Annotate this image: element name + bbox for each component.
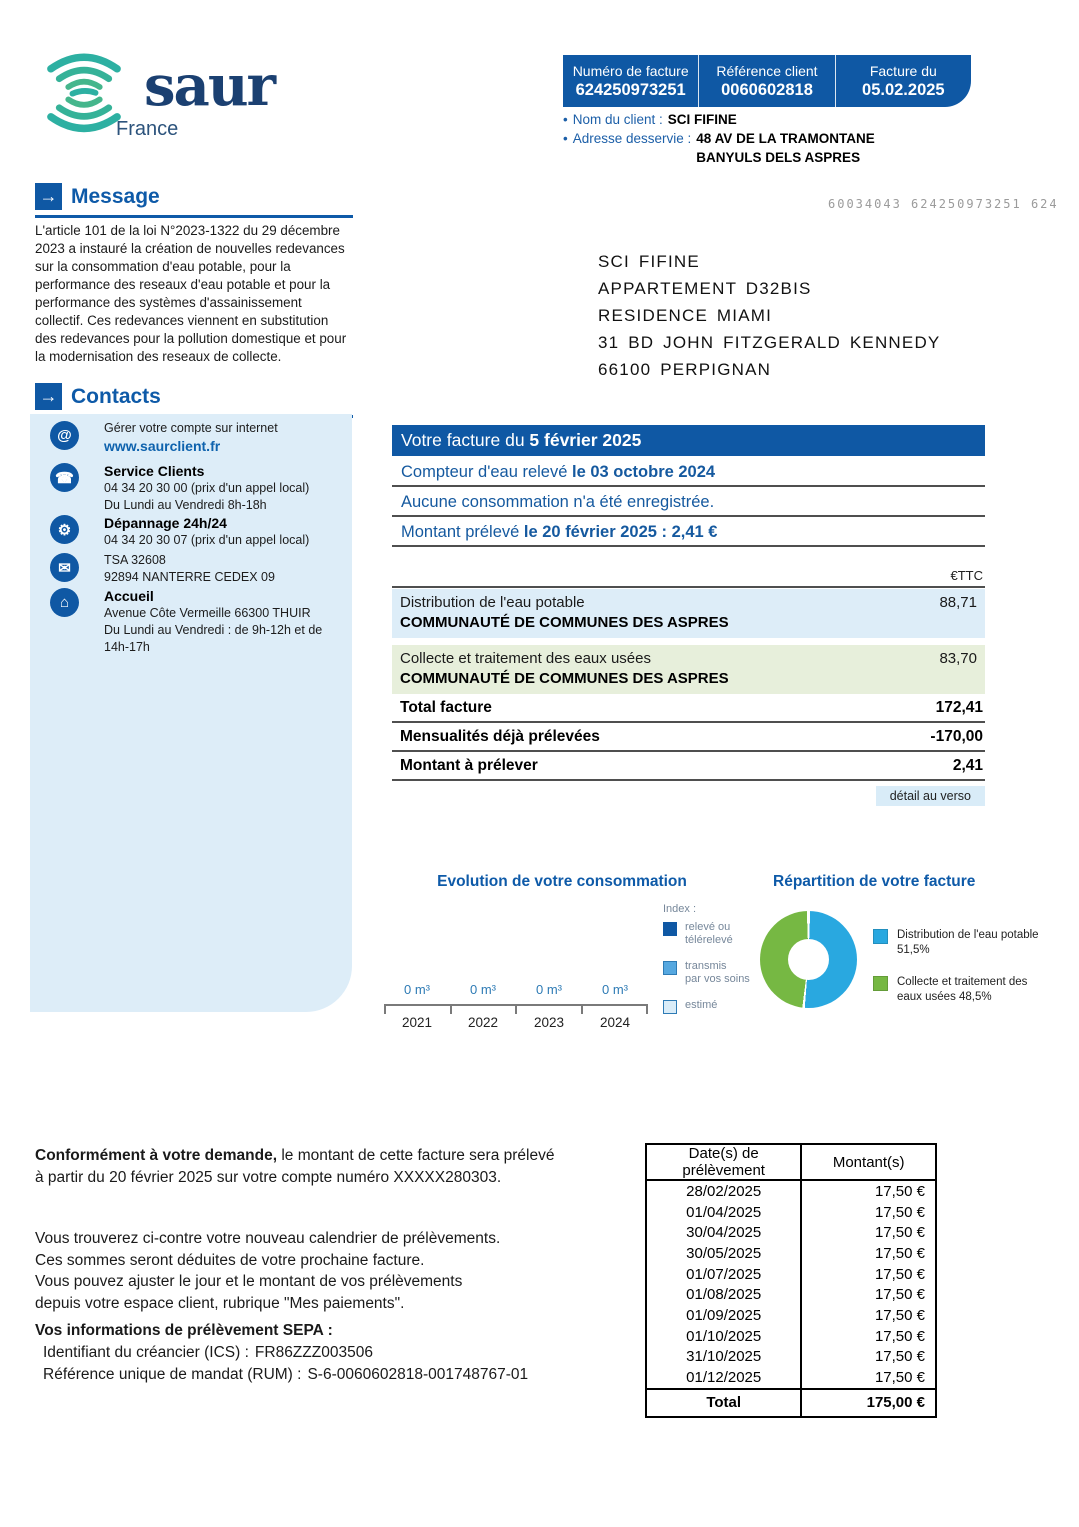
schedule-amount: 17,50 € [874, 1244, 925, 1262]
schedule-total-row [646, 1389, 936, 1417]
postal-address-line: APPARTEMENT D32BIS [598, 279, 812, 298]
contact-depannage-phone: 04 34 20 30 07 (prix d'un appel local) [104, 533, 310, 547]
schedule-total-label: Total [646, 1389, 801, 1417]
envelope-icon: ✉ [50, 553, 79, 582]
schedule-date: 30/04/2025 [646, 1222, 801, 1243]
invoice-title-prefix: Votre facture du [401, 430, 530, 450]
consumption-note: Aucune consommation n'a été enregistrée. [401, 493, 715, 511]
debit-text: Montant prélevé [401, 523, 524, 541]
client-lines [563, 110, 875, 167]
legend-label-line: transmis [685, 960, 727, 972]
table-row [646, 1347, 936, 1368]
monthly-paid-amount: -170,00 [930, 728, 983, 745]
mailing-reference-code: 60034043 624250973251 624 [828, 197, 1059, 211]
table-row [646, 1202, 936, 1223]
legend-label-line: par vos soins [685, 973, 750, 985]
payment-paragraph-2 [35, 1228, 500, 1314]
monthly-paid-label: Mensualités déjà prélevées [400, 728, 600, 745]
legend-entry-collecte [873, 975, 1039, 1005]
legend-swatch-dark-blue [663, 922, 677, 936]
invoice-number-label: Numéro de facture [572, 62, 689, 79]
schedule-amount: 17,50 € [874, 1224, 925, 1242]
served-address-row [563, 129, 875, 167]
payment-para2-line: Vous trouverez ci-contre votre nouveau calendrier de prélèvements. [35, 1230, 501, 1247]
postal-address [598, 248, 940, 383]
contact-service-hours: Du Lundi au Vendredi 8h-18h [104, 498, 267, 512]
postal-address-line: 66100 PERPIGNAN [598, 360, 772, 379]
sepa-rum-value: S-6-0060602818-001748767-01 [307, 1366, 529, 1383]
contact-mail-line2: 92894 NANTERRE CEDEX 09 [104, 570, 275, 584]
amount-due-row [392, 752, 985, 781]
client-reference-cell [698, 55, 834, 107]
totals-block [392, 694, 985, 781]
invoice-title-bar [392, 425, 985, 456]
charge-wastewater-label: Collecte et traitement des eaux usées [400, 650, 651, 667]
contact-accueil-hours: Du Lundi au Vendredi : de 9h-12h et de 14h-17h [104, 623, 323, 654]
payment-schedule-table [645, 1143, 937, 1418]
schedule-amount: 17,50 € [874, 1348, 925, 1366]
schedule-date: 28/02/2025 [646, 1180, 801, 1202]
contact-internet-line: Gérer votre compte sur internet [104, 421, 278, 435]
contact-accueil-title: Accueil [104, 588, 154, 604]
invoice-number-value: 624250973251 [575, 80, 686, 99]
contacts-section-header [35, 383, 353, 418]
legend-swatch-pale-blue [663, 1000, 677, 1014]
legend-swatch-mid-blue [663, 961, 677, 975]
schedule-amount: 17,50 € [874, 1203, 925, 1221]
wrench-icon: ⚙ [50, 515, 79, 544]
schedule-total-amount: 175,00 € [801, 1389, 936, 1417]
schedule-amount: 17,50 € [874, 1369, 925, 1387]
schedule-amount: 17,50 € [874, 1327, 925, 1345]
arrow-icon: → [35, 383, 62, 410]
schedule-date: 01/09/2025 [646, 1305, 801, 1326]
legend-swatch-blue [873, 929, 888, 944]
message-body: L'article 101 de la loi N°2023-1322 du 29 décembre 2023 a instauré la création de nouvelles redevances sur la consommation d'eau potable, pour la performance des reseaux d'eau potable et pour la performance des systèmes d'assainissement collectif. Ces redevances viennent en substitution des redevances pour la pollution domestique et pour la modernisation des reseaux de collecte. [35, 223, 347, 364]
schedule-date: 01/12/2025 [646, 1367, 801, 1389]
schedule-amount-header: Montant(s) [801, 1144, 936, 1180]
evolution-x-axis [384, 1004, 648, 1015]
total-invoice-amount: 172,41 [935, 699, 983, 716]
legend-entry-distribution [873, 928, 1039, 958]
amount-due-label: Montant à prélever [400, 757, 538, 774]
bar-value-label: 0 m³ [536, 982, 562, 997]
bullet-icon: • [563, 112, 568, 127]
schedule-date: 30/05/2025 [646, 1243, 801, 1264]
repartition-chart-title: Répartition de votre facture [773, 873, 976, 890]
schedule-amount: 17,50 € [874, 1182, 925, 1200]
meter-reading-row [392, 459, 985, 487]
bar-value-label: 0 m³ [470, 982, 496, 997]
client-name-row [563, 110, 875, 129]
message-section-title: Message [71, 184, 160, 208]
payment-para2-line: Ces sommes seront déduites de votre prochaine facture. [35, 1251, 425, 1269]
invoice-date-cell [835, 55, 971, 107]
payment-para2-line: depuis votre espace client, rubrique "Mes paiements". [35, 1294, 405, 1312]
schedule-date: 31/10/2025 [646, 1347, 801, 1368]
served-address-value [696, 129, 875, 167]
sepa-rum-line [35, 1364, 528, 1386]
payment-paragraph-1 [35, 1145, 555, 1188]
debit-date-amount: le 20 février 2025 : 2,41 € [523, 523, 718, 541]
table-row [646, 1264, 936, 1285]
schedule-date: 01/08/2025 [646, 1284, 801, 1305]
invoice-date-value: 05.02.2025 [862, 80, 945, 99]
charge-water-entity: COMMUNAUTÉ DE COMMUNES DES ASPRES [400, 614, 729, 631]
contact-item-service-clients [50, 462, 344, 514]
at-icon: @ [50, 421, 79, 450]
contact-service-phone: 04 34 20 30 00 (prix d'un appel local) [104, 481, 310, 495]
sepa-ics-line [35, 1342, 528, 1364]
charge-row-water [392, 589, 985, 638]
bar-value-label: 0 m³ [404, 982, 430, 997]
invoice-title-date: 5 février 2025 [529, 430, 642, 450]
table-row [646, 1326, 936, 1347]
payment-para1-rest: le montant de cette facture sera prélevé à partir du 20 février 2025 sur votre compte numéro XXXXX280303. [35, 1147, 555, 1186]
message-section-header [35, 183, 353, 218]
schedule-date-header: Date(s) de prélèvement [646, 1144, 801, 1180]
payment-para2-line: Vous pouvez ajuster le jour et le montant de vos prélèvements [35, 1273, 463, 1290]
evolution-bar-values [384, 982, 648, 997]
evolution-legend [663, 903, 750, 1027]
sepa-info-block [35, 1320, 528, 1386]
table-row [646, 1284, 936, 1305]
contacts-section-title: Contacts [71, 384, 161, 408]
invoice-info-box [563, 55, 971, 107]
brand-region: France [116, 118, 179, 140]
debit-amount-row [392, 519, 985, 547]
monthly-paid-row [392, 723, 985, 752]
served-address-line1: 48 AV DE LA TRAMONTANE [696, 131, 875, 146]
total-invoice-row [392, 694, 985, 723]
sepa-ics-label: Identifiant du créancier (ICS) : [43, 1344, 249, 1361]
table-row [646, 1243, 936, 1264]
table-row [646, 1305, 936, 1326]
payment-para1-bold: Conformément à votre demande, [35, 1147, 278, 1164]
contact-mail-line1: TSA 32608 [104, 553, 166, 567]
evolution-chart-title: Evolution de votre consommation [437, 873, 687, 890]
client-reference-label: Référence client [716, 62, 818, 79]
arrow-icon: → [35, 183, 62, 210]
total-invoice-label: Total facture [400, 699, 492, 716]
year-label: 2024 [599, 1015, 631, 1030]
schedule-amount: 17,50 € [874, 1265, 925, 1283]
postal-address-line: RESIDENCE MIAMI [598, 306, 773, 325]
repartition-donut [760, 911, 857, 1008]
client-name-label: Nom du client : [572, 112, 663, 127]
contact-item-accueil [50, 587, 344, 656]
bar-value-label: 0 m³ [602, 982, 628, 997]
client-name-value: SCI FIFINE [667, 112, 737, 127]
verso-note: détail au verso [876, 786, 985, 806]
schedule-date: 01/07/2025 [646, 1264, 801, 1285]
served-address-label: Adresse desservie : [572, 131, 692, 146]
legend-label-line: estimé [685, 999, 718, 1011]
client-reference-value: 0060602818 [721, 80, 813, 99]
meter-reading-date: le 03 octobre 2024 [572, 463, 716, 481]
charges-table [392, 568, 985, 806]
schedule-date: 01/10/2025 [646, 1326, 801, 1347]
legend-label-line: Collecte et traitement des [897, 976, 1028, 988]
postal-address-line: SCI FIFINE [598, 252, 700, 271]
schedule-amount: 17,50 € [874, 1286, 925, 1304]
currency-unit: €TTC [392, 568, 985, 588]
contact-accueil-address: Avenue Côte Vermeille 66300 THUIR [104, 606, 311, 620]
charge-wastewater-entity: COMMUNAUTÉ DE COMMUNES DES ASPRES [400, 670, 729, 687]
sepa-ics-value: FR86ZZZ003506 [254, 1344, 373, 1361]
postal-address-line: 31 BD JOHN FITZGERALD KENNEDY [598, 333, 941, 352]
schedule-header-row [646, 1144, 936, 1180]
contact-item-internet [50, 420, 344, 455]
year-label: 2022 [467, 1015, 499, 1030]
legend-label-line: relevé ou [685, 921, 731, 933]
meter-reading-text: Compteur d'eau relevé [401, 463, 572, 481]
contact-website-link: www.saurclient.fr [104, 438, 221, 454]
sepa-title: Vos informations de prélèvement SEPA : [35, 1322, 333, 1339]
legend-entry-transmis [663, 960, 750, 986]
sepa-rum-label: Référence unique de mandat (RUM) : [43, 1366, 302, 1383]
contact-depannage-title: Dépannage 24h/24 [104, 515, 227, 531]
legend-label-line: télérelevé [685, 934, 733, 946]
served-address-line2: BANYULS DELS ASPRES [696, 150, 861, 165]
phone-icon: ☎ [50, 463, 79, 492]
legend-entry-releve [663, 921, 750, 947]
table-row [646, 1367, 936, 1389]
brand-name: saur [144, 53, 275, 119]
amount-due-amount: 2,41 [952, 757, 983, 774]
contact-service-title: Service Clients [104, 463, 205, 479]
schedule-date: 01/04/2025 [646, 1202, 801, 1223]
invoice-date-label: Facture du [869, 62, 937, 79]
legend-entry-estime [663, 999, 750, 1014]
bullet-icon: • [563, 131, 568, 146]
legend-swatch-green [873, 976, 888, 991]
charge-water-label: Distribution de l'eau potable [400, 594, 585, 611]
year-label: 2021 [401, 1015, 433, 1030]
repartition-legend [873, 928, 1039, 1022]
invoice-number-cell [563, 55, 698, 107]
evolution-legend-title: Index : [663, 903, 697, 915]
consumption-note-row [392, 489, 985, 517]
charge-water-amount: 88,71 [939, 594, 977, 611]
schedule-amount: 17,50 € [874, 1306, 925, 1324]
charge-wastewater-amount: 83,70 [939, 650, 977, 667]
evolution-year-labels [384, 1015, 648, 1030]
contacts-panel [30, 414, 352, 1012]
legend-label-line: Distribution de l'eau potable [897, 929, 1039, 941]
charge-row-wastewater [392, 645, 985, 694]
home-icon: ⌂ [50, 588, 79, 617]
contact-item-depannage [50, 514, 344, 549]
legend-label-line: 51,5% [897, 944, 930, 956]
table-row [646, 1180, 936, 1202]
year-label: 2023 [533, 1015, 565, 1030]
legend-label-line: eaux usées 48,5% [897, 991, 992, 1003]
contact-item-courrier [50, 552, 344, 586]
table-row [646, 1222, 936, 1243]
